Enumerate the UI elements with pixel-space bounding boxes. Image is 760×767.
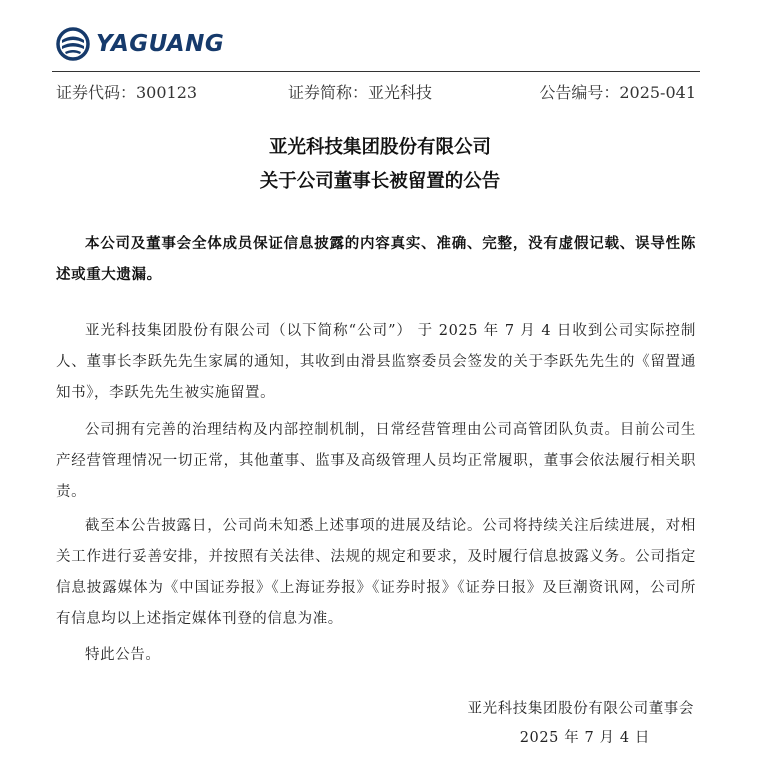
announcement-meta [56, 80, 696, 106]
announcement-number: 公告编号：2025-041 [539, 83, 696, 102]
logo-wordmark: YAGUANG [96, 31, 225, 57]
company-name-title: 亚光科技集团股份有限公司 [268, 137, 491, 158]
body-paragraph: 截至本公告披露日，公司尚未知悉上述事项的进展及结论。公司将持续关注后续进展，对相关工作进行妥善安排，并按照有关法律、法规的规定和要求，及时履行信息披露义务。公司指定信息披露媒体为《中国证券报》《上海证券报》《证券时报》《证券日报》及巨潮资讯网，公司所有信息均以上述指定媒体刊登的信息为准。 [56, 518, 696, 627]
security-code: 证券代码：300123 [56, 83, 198, 102]
yaguang-logo-icon [56, 27, 90, 61]
announcement-title: 关于公司董事长被留置的公告 [259, 171, 501, 192]
closing-remark: 特此公告。 [85, 647, 161, 663]
signature-company: 亚光科技集团股份有限公司董事会 [467, 701, 694, 717]
disclosure-statement: 本公司及董事会全体成员保证信息披露的内容真实、准确、完整，没有虚假记载、误导性陈述或重大遗漏。 [56, 235, 696, 283]
header-divider [52, 71, 700, 72]
company-logo [56, 27, 224, 61]
signature-date: 2025 年 7 月 4 日 [519, 730, 650, 746]
body-paragraph: 亚光科技集团股份有限公司（以下简称“公司”） 于 2025 年 7 月 4 日收到公司实际控制人、董事长李跃先先生家属的通知，其收到由滑县监察委员会签发的关于李跃先先生的《留置通知书》，李跃先先生被实施留置。 [56, 323, 696, 401]
body-paragraph: 公司拥有完善的治理结构及内部控制机制，日常经营管理由公司高管团队负责。目前公司生产经营管理情况一切正常，其他董事、监事及高级管理人员均正常履职，董事会依法履行相关职责。 [56, 422, 696, 500]
security-abbreviation: 证券简称：亚光科技 [288, 83, 433, 102]
